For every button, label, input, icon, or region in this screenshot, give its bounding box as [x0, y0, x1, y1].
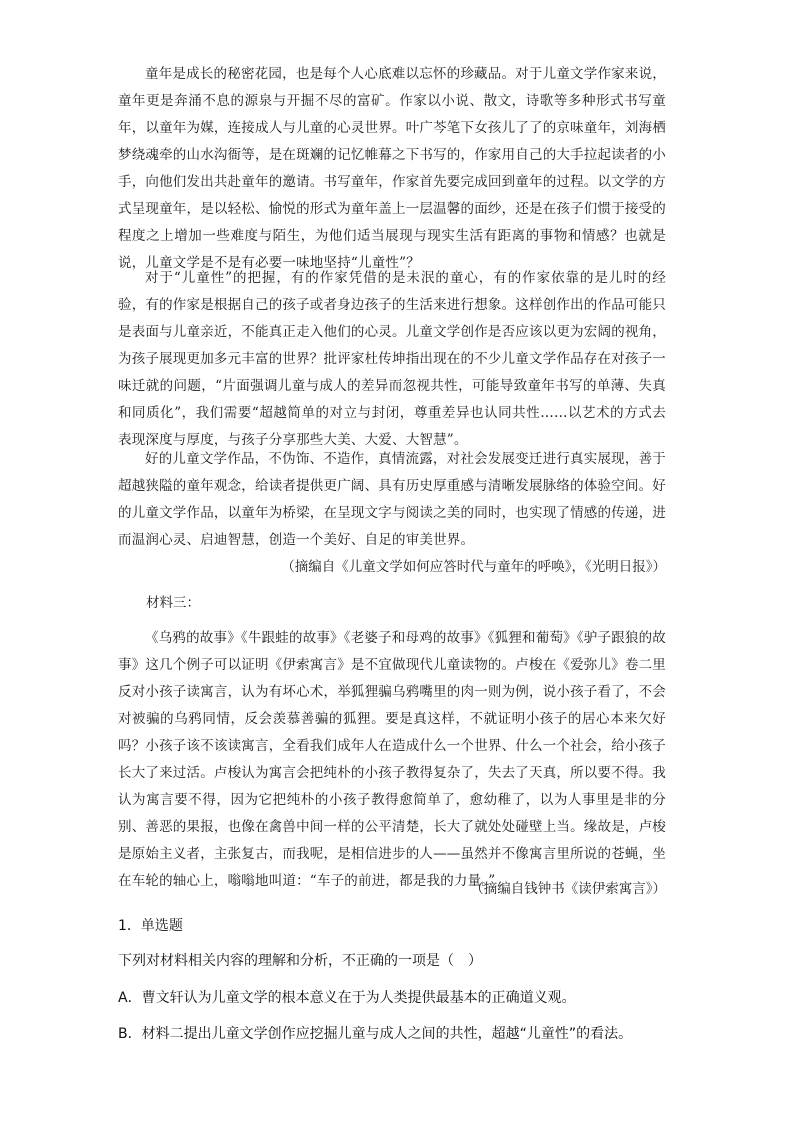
- material3-label: 材料三：: [146, 595, 200, 611]
- question-stem: 下列对材料相关内容的理解和分析，不正确的一项是（ ）: [118, 953, 482, 969]
- option-a[interactable]: A．曹文轩认为儿童文学的根本意义在于为人类提供最基本的正确道义观。: [118, 990, 576, 1006]
- material2-source: （摘编自《儿童文学如何应答时代与童年的呼唤》，《光明日报》）: [281, 559, 666, 575]
- material2-paragraph-1: [118, 61, 666, 277]
- material3-source: （摘编自钱钟书《读伊索寓言》）: [470, 881, 666, 897]
- question-number: 1．单选题: [118, 918, 183, 934]
- material2-paragraph-3: [118, 446, 666, 554]
- paragraph-text: 好的儿童文学作品，不伪饰、不造作，真情流露，对社会发展变迁进行真实展现，善于超越狭隘的童年观念，给读者提供更广阔、具有历史厚重感与清晰发展脉络的体验空间。好的儿童文学作品，以童年为桥梁，在呈现文字与阅读之美的同时，也实现了情感的传递，进而温润心灵、启迪智慧，创造一个美好、自足的审美世界。: [118, 451, 666, 548]
- option-b[interactable]: B．材料二提出儿童文学创作应挖掘儿童与成人之间的共性，超越“儿童性”的看法。: [118, 1026, 633, 1042]
- paragraph-text: 童年是成长的秘密花园，也是每个人心底难以忘怀的珍藏品。对于儿童文学作家来说，童年更是奔涌不息的源泉与开掘不尽的富矿。作家以小说、散文，诗歌等多种形式书写童年，以童年为媒，连接成人与儿童的心灵世界。叶广芩笔下女孩儿了了的京味童年，刘海栖梦绕魂牵的山水沟衙等，是在斑斓的记忆帷幕之下书写的，作家用自己的大手拉起读者的小手，向他们发出共赴童年的邀请。书写童年，作家首先要完成回到童年的过程。以文学的方式呈现童年，是以轻松、愉悦的形式为童年盖上一层温馨的面纱，还是在孩子们惯于接受的程度之上增加一些难度与陌生，为他们适当展现与现实生活有距离的事物和情感？也就是说，儿童文学是不是有必要一味地坚持“儿童性”？: [118, 66, 666, 271]
- paragraph-text: 《乌鸦的故事》《牛跟蛙的故事》《老婆子和母鸡的故事》《狐狸和葡萄》《驴子跟狼的故事》这几个例子可以证明《伊索寓言》是不宜做现代儿童读物的。卢梭在《爱弥儿》卷二里反对小孩子读寓言，认为有坏心术，举狐狸骗乌鸦嘴里的肉一则为例，说小孩子看了，不会对被骗的乌鸦同情，反会羡慕善骗的狐狸。要是真这样，不就证明小孩子的居心本来欠好吗？小孩子该不该读寓言，全看我们成年人在造成什么一个世界、什么一个社会，给小孩子长大了来过活。卢梭认为寓言会把纯朴的小孩子教得复杂了，失去了天真，所以要不得。我认为寓言要不得，因为它把纯朴的小孩子教得愈简单了，愈幼稚了，以为人事里是非的分别、善恶的果报，也像在禽兽中间一样的公平清楚，长大了就处处碰壁上当。缘故是，卢梭是原始主义者，主张复古，而我呢，是相信进步的人——虽然并不像寓言里所说的苍蝇，坐在车轮的轴心上，嗡嗡地叫道：“车子的前进，都是我的力量。”: [118, 630, 666, 889]
- material3-paragraph: [118, 625, 666, 895]
- paragraph-text: 对于“儿童性”的把握，有的作家凭借的是未泯的童心，有的作家依靠的是儿时的经验，有的作家是根据自己的孩子或者身边孩子的生活来进行想象。这样创作出的作品可能只是表面与儿童亲近，不能真正走入他们的心灵。儿童文学创作是否应该以更为宏阔的视角，为孩子展现更加多元丰富的世界？批评家杜传坤指出现在的不少儿童文学作品存在对孩子一味迁就的问题，“片面强调儿童与成人的差异而忽视共性，可能导致童年书写的单薄、失真和同质化”，我们需要“超越简单的对立与封闭，尊重差异也认同共性……以艺术的方式去表现深度与厚度，与孩子分享那些大美、大爱、大智慧”。: [118, 270, 666, 448]
- material2-paragraph-2: [118, 265, 666, 454]
